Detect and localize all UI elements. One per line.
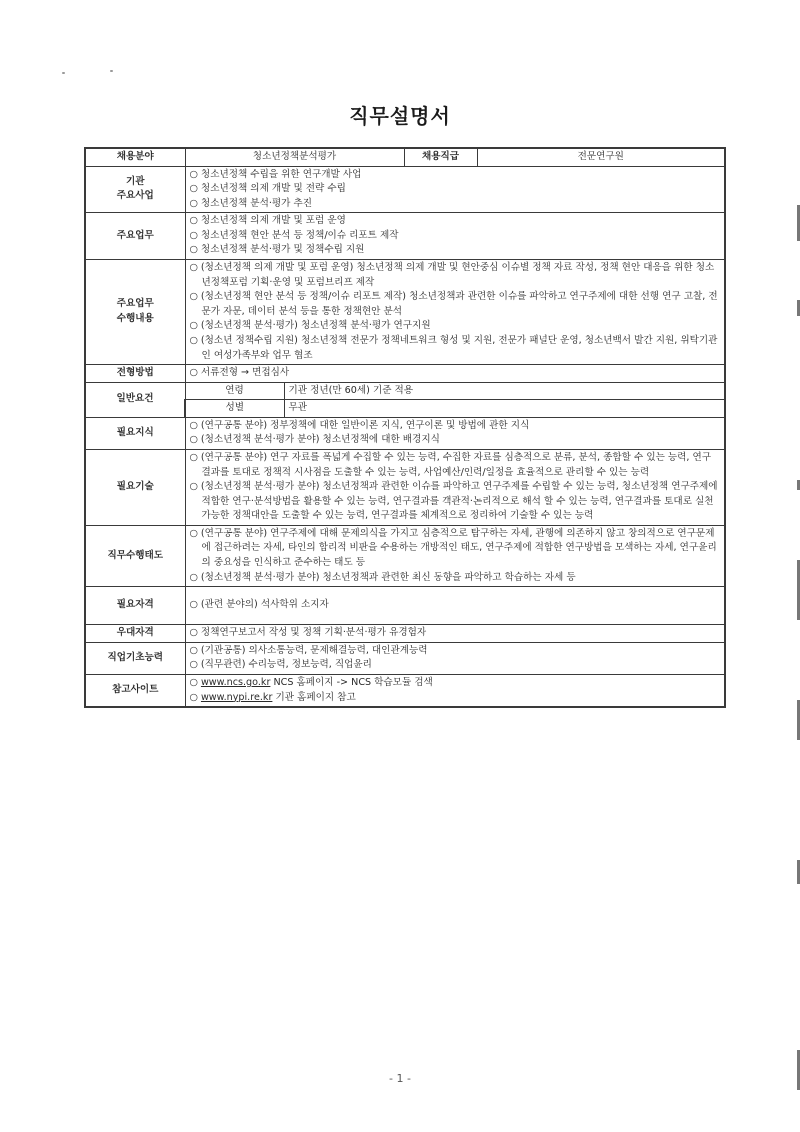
basic-ability-row bbox=[85, 642, 725, 674]
gender-value: 무관 bbox=[284, 400, 725, 418]
main-business-row bbox=[85, 166, 725, 213]
attitude-content bbox=[185, 525, 725, 586]
bullet-icon: ○ bbox=[189, 676, 198, 688]
list-item bbox=[190, 676, 721, 691]
list-item: ○ (청소년정책 의제 개발 및 포럼 운영) 청소년정책 의제 개발 및 현안중심 이슈별 정책 자료 작성, 정책 현안 대응을 위한 청소년정책포럼 기획·운영 및 포럼브리프 제작 bbox=[189, 262, 715, 288]
page-number: - 1 - bbox=[389, 1072, 411, 1085]
rank-label: 채용직급 bbox=[404, 148, 477, 166]
method-value: ○ 서류전형 → 면접심사 bbox=[185, 365, 725, 383]
main-duties-label: 주요업무 bbox=[85, 213, 185, 260]
scan-speck bbox=[110, 70, 113, 72]
age-value: 기관 정년(만 60세) 기준 적용 bbox=[284, 382, 725, 400]
knowledge-content bbox=[185, 417, 725, 449]
preferred-value: ○ 정책연구보고서 작성 및 정책 기획·분석·평가 유경험자 bbox=[185, 625, 725, 643]
list-item: ○ (기관공통) 의사소통능력, 문제해결능력, 대인관계능력 bbox=[189, 644, 428, 656]
list-item: ○ (청소년정책 현안 분석 등 정책/이슈 리포트 제작) 청소년정책과 관련한 이슈를 파악하고 연구주제에 대한 선행 연구 고찰, 전문가 자문, 데이터 분석 등을 통한 정책현안 분석 bbox=[189, 291, 718, 317]
field-label: 채용분야 bbox=[85, 148, 185, 166]
ncs-site-link[interactable]: www.ncs.go.kr bbox=[200, 676, 271, 688]
list-item: ○ (연구공통 분야) 정부정책에 대한 일반이론 지식, 연구이론 및 방법에 관한 지식 bbox=[189, 419, 530, 431]
skills-row bbox=[85, 449, 725, 525]
main-business-content bbox=[185, 166, 725, 213]
qualification-label: 필요자격 bbox=[85, 587, 185, 625]
method-label: 전형방법 bbox=[85, 365, 185, 383]
sites-label: 참고사이트 bbox=[85, 674, 185, 707]
list-item: ○ (직무관련) 수리능력, 정보능력, 직업윤리 bbox=[189, 659, 372, 671]
general-age-row bbox=[85, 382, 725, 400]
list-item: ○ (청소년정책 분석·평가 분야) 청소년정책과 관련한 최신 동향을 파악하고 학습하는 자세 등 bbox=[189, 571, 576, 583]
skills-content bbox=[185, 449, 725, 525]
site-description: 기관 홈페이지 참고 bbox=[275, 691, 356, 703]
duty-details-content bbox=[185, 260, 725, 365]
header-row bbox=[85, 148, 725, 166]
list-item: ○ 청소년정책 의제 개발 및 전략 수립 bbox=[189, 183, 346, 195]
job-description-table bbox=[84, 147, 726, 708]
list-item: ○ (청소년정책 분석·평가) 청소년정책 분석·평가 연구지원 bbox=[189, 320, 431, 332]
duty-details-row bbox=[85, 260, 725, 365]
method-row bbox=[85, 365, 725, 383]
duty-details-label: 주요업무 수행내용 bbox=[85, 260, 185, 365]
list-item: ○ (청소년 정책수립 지원) 청소년정책 전문가 정책네트워크 형성 및 지원, 전문가 패널단 운영, 청소년백서 발간 지원, 위탁기관인 여성가족부와 업무 협조 bbox=[189, 334, 718, 361]
preferred-row bbox=[85, 625, 725, 643]
list-item: ○ (연구공통 분야) 연구 자료를 폭넓게 수집할 수 있는 능력, 수집한 자료를 심층적으로 분류, 분석, 종합할 수 있는 능력, 연구결과를 토대로 정책적 시사점을 도출할 수 있는 능력, 사업예산/인력/일정을 효율적으로 관리할 수 있는 능력 bbox=[189, 451, 712, 478]
attitude-row bbox=[85, 525, 725, 586]
basic-ability-content bbox=[185, 642, 725, 674]
list-item: ○ 청소년정책 분석·평가 및 정책수립 지원 bbox=[189, 244, 365, 256]
sites-row bbox=[85, 674, 725, 707]
list-item: ○ 청소년정책 분석·평가 추진 bbox=[189, 197, 313, 209]
gender-label: 성별 bbox=[185, 400, 284, 418]
list-item: ○ 청소년정책 현안 분석 등 정책/이슈 리포트 제작 bbox=[189, 229, 399, 241]
rank-value: 전문연구원 bbox=[477, 148, 725, 166]
main-duties-row bbox=[85, 213, 725, 260]
knowledge-label: 필요지식 bbox=[85, 417, 185, 449]
qualification-value: ○ (관련 분야의) 석사학위 소지자 bbox=[185, 587, 725, 625]
preferred-label: 우대자격 bbox=[85, 625, 185, 643]
knowledge-row bbox=[85, 417, 725, 449]
nypi-site-link[interactable]: www.nypi.re.kr bbox=[200, 691, 273, 703]
age-label: 연령 bbox=[185, 382, 284, 400]
list-item: ○ 청소년정책 수립을 위한 연구개발 사업 bbox=[189, 168, 362, 180]
skills-label: 필요기술 bbox=[85, 449, 185, 525]
sites-content bbox=[185, 674, 725, 707]
list-item: ○ (청소년정책 분석·평가 분야) 청소년정책에 대한 배경지식 bbox=[189, 434, 440, 446]
list-item: ○ 청소년정책 의제 개발 및 포럼 운영 bbox=[189, 215, 346, 227]
main-duties-content bbox=[185, 213, 725, 260]
qualification-row bbox=[85, 587, 725, 625]
bullet-icon: ○ bbox=[189, 691, 198, 703]
attitude-label: 직무수행태도 bbox=[85, 525, 185, 586]
field-value: 청소년정책분석평가 bbox=[185, 148, 404, 166]
list-item: ○ (청소년정책 분석·평가 분야) 청소년정책과 관련한 이슈를 파악하고 연구주제를 수립할 수 있는 능력, 청소년정책 연구주제에 적합한 연구·분석방법을 활용할 수 있는 능력, 연구결과를 객관적·논리적으로 해석 할 수 있는 능력, 연구결과를 토대로 실천 가능한 정책대안을 도출할 수 있는 능력, 연구결과를 체계적으로 정리하여 기술할 수 있는 능력 bbox=[189, 481, 718, 522]
main-business-label: 기관 주요사업 bbox=[85, 166, 185, 213]
scan-speck bbox=[62, 72, 65, 74]
basic-ability-label: 직업기초능력 bbox=[85, 642, 185, 674]
site-description: NCS 홈페이지 -> NCS 학습모듈 검색 bbox=[273, 676, 433, 688]
general-label: 일반요건 bbox=[85, 382, 185, 417]
document-title: 직무설명서 bbox=[349, 104, 451, 128]
list-item bbox=[190, 691, 721, 706]
list-item: ○ (연구공통 분야) 연구주제에 대해 문제의식을 가지고 심층적으로 탐구하는 자세, 관행에 의존하지 않고 창의적으로 연구문제에 접근하려는 자세, 타인의 합리적 비판을 수용하는 개방적인 태도, 연구주제에 적합한 연구방법을 모색하는 자세, 연구윤리의 중요성을 인식하고 준수하는 태도 등 bbox=[189, 527, 717, 569]
